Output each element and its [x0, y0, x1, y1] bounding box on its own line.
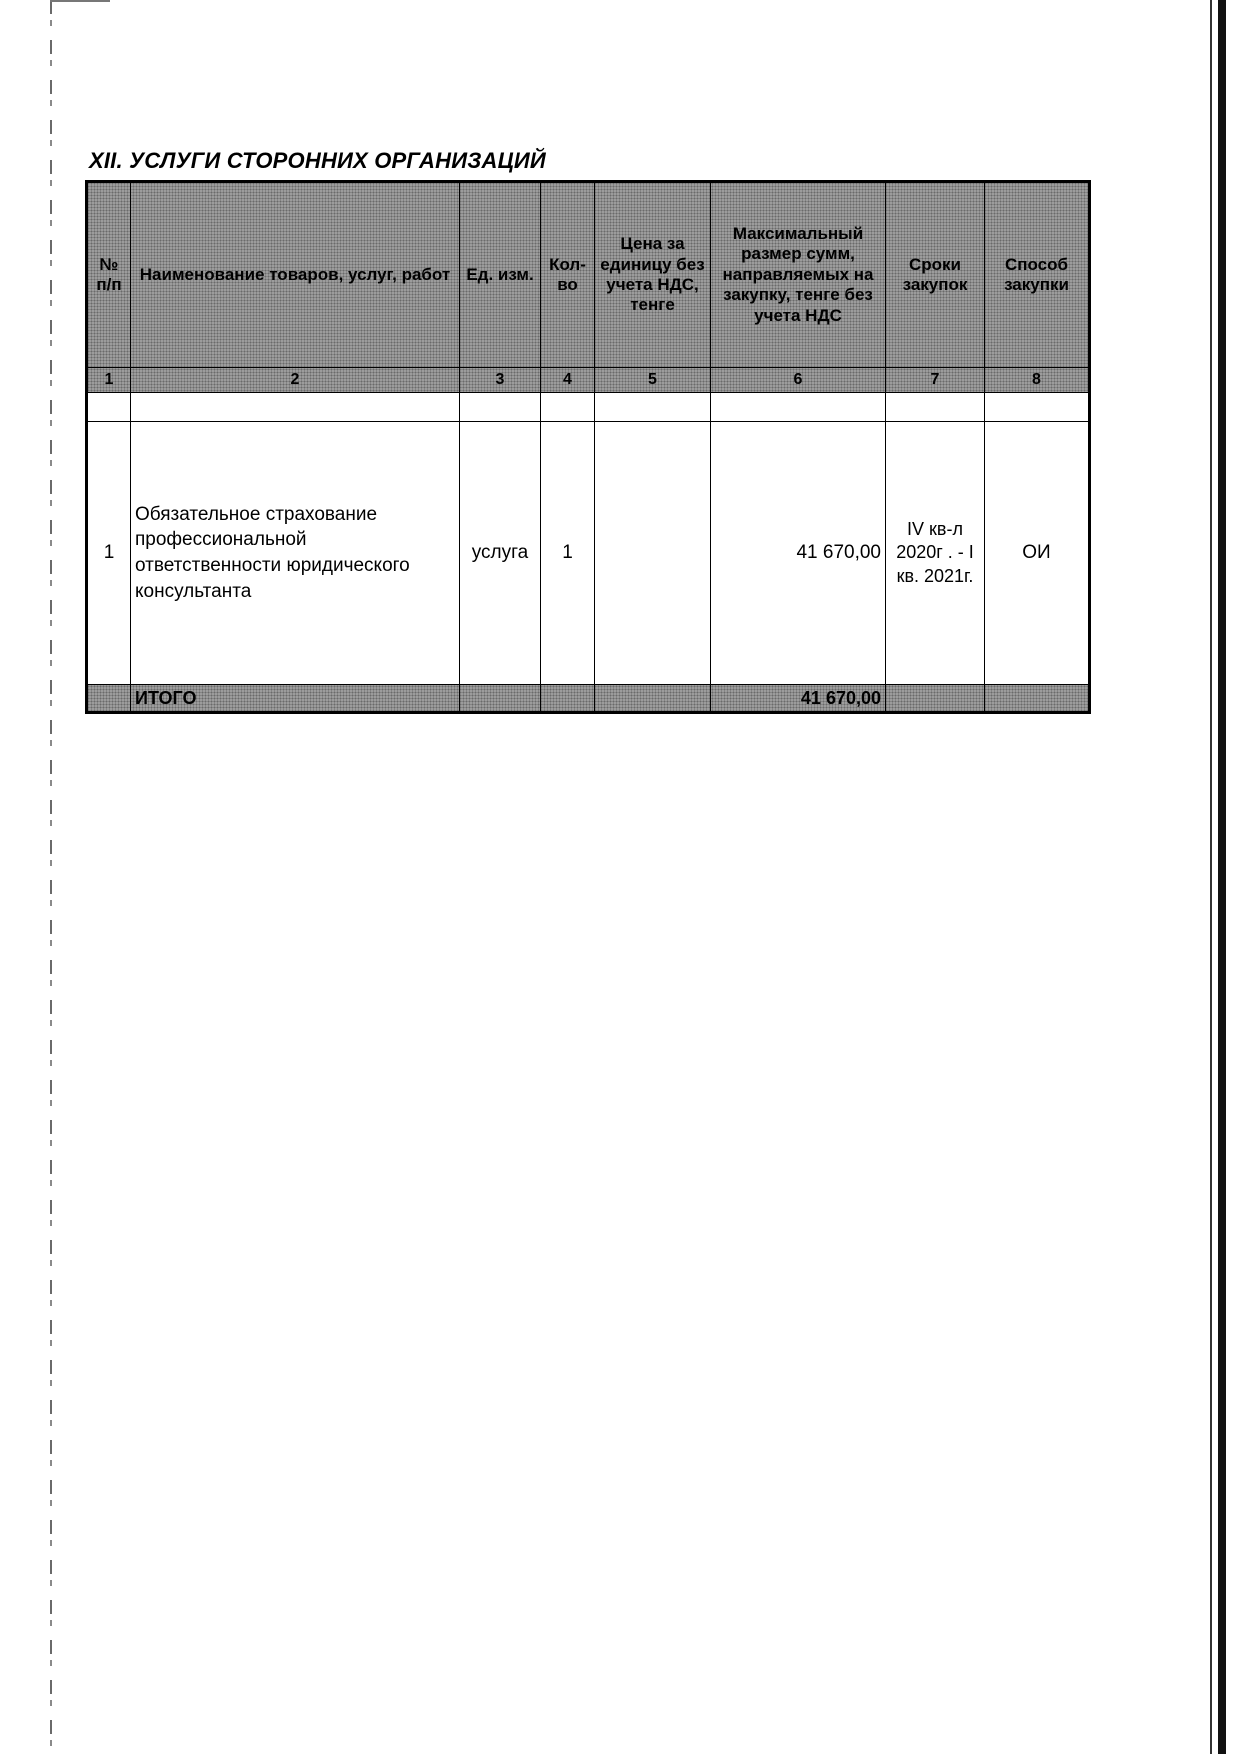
column-number-cell: 2	[131, 368, 460, 393]
total-row	[87, 685, 1090, 713]
total-empty-cell	[886, 685, 985, 713]
column-number-cell: 5	[595, 368, 711, 393]
empty-cell	[711, 393, 886, 422]
header-row	[87, 182, 1090, 368]
max-sum-cell: 41 670,00	[711, 422, 886, 685]
header-cell-unit-price: Цена за единицу без учета НДС, тенге	[595, 182, 711, 368]
column-number-cell: 6	[711, 368, 886, 393]
total-empty-cell	[460, 685, 541, 713]
empty-cell	[985, 393, 1090, 422]
total-empty-cell	[985, 685, 1090, 713]
column-number-cell: 1	[87, 368, 131, 393]
period-cell: IV кв-л 2020г . - I кв. 2021г.	[886, 422, 985, 685]
header-cell-number: № п/п	[87, 182, 131, 368]
method-cell: ОИ	[985, 422, 1090, 685]
empty-cell	[595, 393, 711, 422]
scan-right-edge-bar	[1218, 0, 1226, 1754]
empty-spacer-row	[87, 393, 1090, 422]
empty-cell	[541, 393, 595, 422]
header-cell-quantity: Кол-во	[541, 182, 595, 368]
row-number-cell: 1	[87, 422, 131, 685]
empty-cell	[87, 393, 131, 422]
column-number-row	[87, 368, 1090, 393]
empty-cell	[886, 393, 985, 422]
empty-cell	[460, 393, 541, 422]
section-title: XII. УСЛУГИ СТОРОННИХ ОРГАНИЗАЦИЙ	[89, 148, 546, 173]
column-number-cell: 7	[886, 368, 985, 393]
header-cell-method: Способ закупки	[985, 182, 1090, 368]
empty-cell	[131, 393, 460, 422]
scan-left-margin-line	[50, 0, 52, 1754]
total-max-sum: 41 670,00	[711, 685, 886, 713]
item-name-cell: Обязательное страхование профессиональной ответственности юридического консультанта	[131, 422, 460, 685]
scan-right-edge-line	[1210, 0, 1212, 1754]
scan-top-corner-mark	[50, 0, 110, 2]
table-row	[87, 422, 1090, 685]
header-cell-max-sum: Максимальный размер сумм, направляемых на закупку, тенге без учета НДС	[711, 182, 886, 368]
total-label: ИТОГО	[131, 685, 460, 713]
procurement-table	[85, 180, 1091, 714]
unit-cell: услуга	[460, 422, 541, 685]
total-empty-cell	[87, 685, 131, 713]
header-cell-name: Наименование товаров, услуг, работ	[131, 182, 460, 368]
column-number-cell: 3	[460, 368, 541, 393]
header-cell-unit: Ед. изм.	[460, 182, 541, 368]
header-cell-period: Сроки закупок	[886, 182, 985, 368]
column-number-cell: 4	[541, 368, 595, 393]
quantity-cell: 1	[541, 422, 595, 685]
column-number-cell: 8	[985, 368, 1090, 393]
total-empty-cell	[595, 685, 711, 713]
unit-price-cell	[595, 422, 711, 685]
total-empty-cell	[541, 685, 595, 713]
